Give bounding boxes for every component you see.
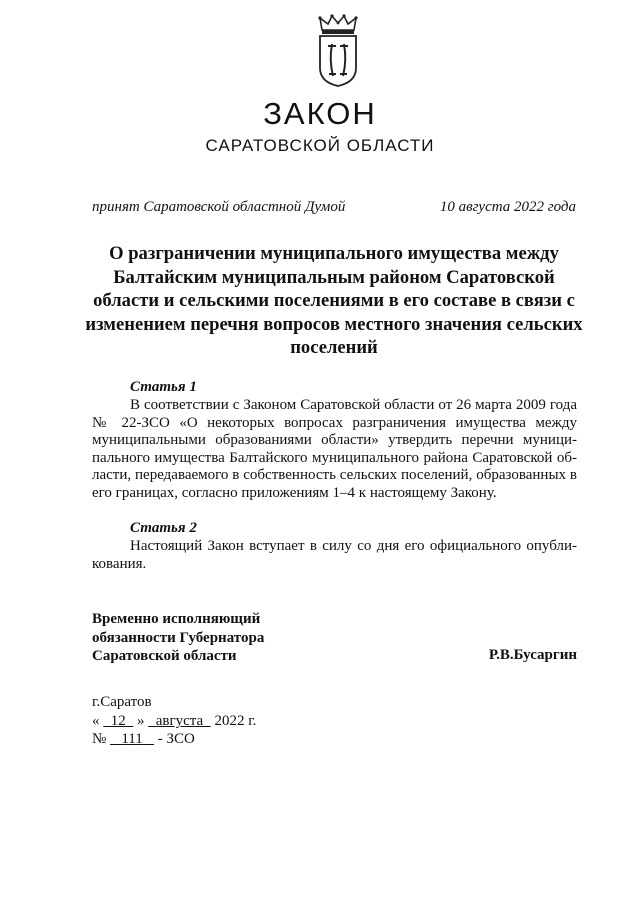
signing-month: августа: [155, 713, 204, 729]
article-1-title: Статья 1: [130, 379, 197, 395]
signer-name: Р.В.Бусаргин: [488, 647, 577, 663]
article-1-text: В соответствии с Законом Саратовской области от 26 марта 2009 года № 22-ЗСО «О некоторых вопросах разграничения имущества между муниципальными образованиями области» утвердить перечни муниципального имущества Балтайского муниципального района Саратовской области, передаваемого в собственность сельских поселений, образованных в его границах, согласно приложениям 1–4 к настоящему Закону.: [92, 397, 577, 501]
article-2-text: Настоящий Закон вступает в силу со дня его официального опубликования.: [92, 538, 577, 572]
saratov-coat-of-arms-icon: [316, 14, 360, 88]
adoption-date: 10 августа 2022 года: [439, 199, 576, 215]
law-number: [92, 731, 195, 748]
signer-position-line: обязанности Губернатора: [92, 629, 265, 646]
number-prefix: №: [92, 731, 107, 747]
adopted-by: принят Саратовской областной Думой: [92, 199, 346, 215]
signer-position: [92, 610, 264, 666]
law-title: ЗАКОН: [263, 96, 377, 131]
signer-position-line: Саратовской области: [92, 648, 237, 664]
number-suffix: - ЗСО: [157, 731, 195, 747]
law-subtitle: САРАТОВСКОЙ ОБЛАСТИ: [205, 136, 435, 155]
adoption-line: [92, 199, 576, 216]
signing-day: 12: [110, 713, 126, 729]
signing-place: г.Саратов: [92, 694, 152, 710]
document-heading: О разграничении муниципального имущества между Балтайским муниципальным районом Саратовской области и сельскими поселениями в его составе в связи с изменением перечня вопросов местного значения сельских поселений: [85, 243, 583, 358]
signing-date: [92, 713, 256, 730]
article-2-title: Статья 2: [130, 520, 197, 536]
signing-year: 2022 г.: [214, 713, 257, 729]
date-quote-open: «: [92, 713, 100, 729]
signer-position-line: Временно исполняющий: [92, 611, 261, 627]
date-quote-close: »: [137, 713, 145, 729]
number-value: 111: [121, 731, 143, 747]
